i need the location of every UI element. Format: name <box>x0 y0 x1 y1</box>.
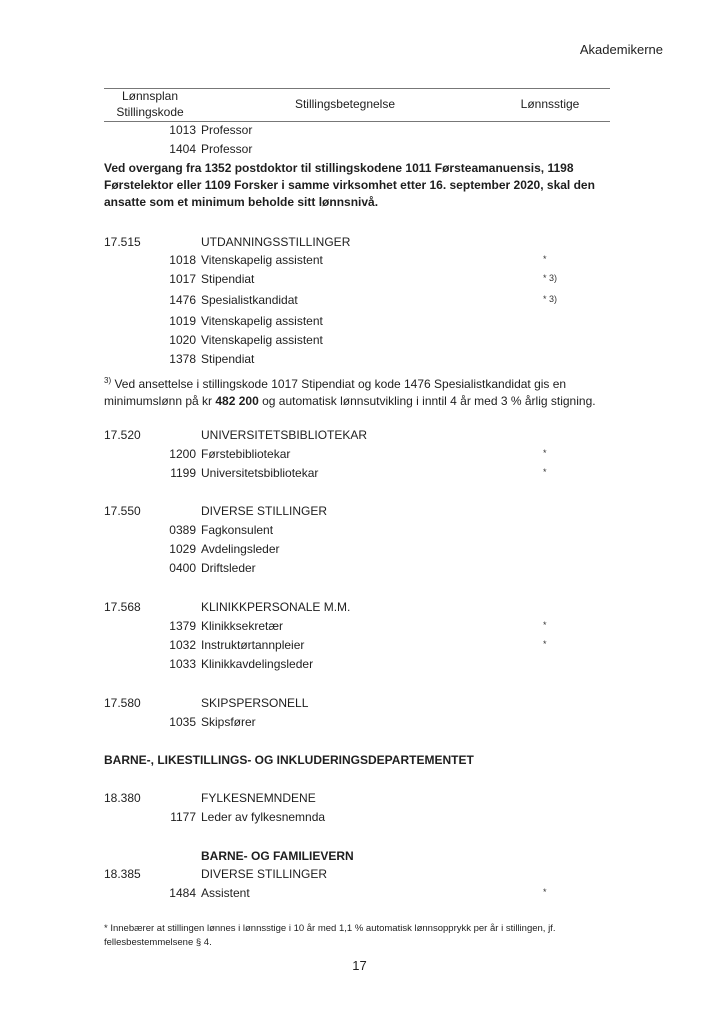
position-code: 0389 <box>169 523 196 537</box>
position-title: Stipendiat <box>201 272 255 286</box>
salary-plan-code: 18.380 <box>104 791 141 805</box>
salary-plan-code: 17.520 <box>104 428 141 442</box>
position-code: 1177 <box>170 810 196 824</box>
group-heading: FYLKESNEMNDENE <box>201 791 316 805</box>
group-heading: UNIVERSITETSBIBLIOTEKAR <box>201 428 368 442</box>
position-code: 1200 <box>169 447 196 461</box>
footnote-marker: 3) <box>104 376 112 385</box>
position-title: Fagkonsulent <box>201 523 274 537</box>
header-bottom-rule <box>104 121 610 122</box>
position-code: 1379 <box>169 619 196 633</box>
group-heading: SKIPSPERSONELL <box>201 696 309 710</box>
position-title: Vitenskapelig assistent <box>201 333 323 347</box>
position-code: 1013 <box>169 123 196 137</box>
salary-ladder-mark: * <box>543 448 547 458</box>
bottom-footnote: * Innebærer at stillingen lønnes i lønnsstige i 10 år med 1,1 % automatisk lønnsopprykk per år i stillingen, jf. fellesbestemmelsene § 4. <box>104 923 556 948</box>
position-title: Vitenskapelig assistent <box>201 253 323 267</box>
header-col-lonnsplan: Lønnsplan Stillingskode <box>116 89 184 119</box>
transition-note: Ved overgang fra 1352 postdoktor til stillingskodene 1011 Førsteamanuensis, 1198 Førstelektor eller 1109 Forsker i samme virksomhet etter 16. september 2020, skal den ansatte som et minimum beholde sitt lønnsnivå. <box>104 161 595 209</box>
position-code: 1033 <box>169 657 196 671</box>
salary-plan-code: 17.515 <box>104 235 141 249</box>
position-title: Stipendiat <box>201 352 255 366</box>
group-heading: DIVERSE STILLINGER <box>201 867 328 881</box>
position-title: Førstebibliotekar <box>201 447 291 461</box>
position-title: Klinikksekretær <box>201 619 284 633</box>
position-code: 1484 <box>169 886 196 900</box>
position-title: Klinikkavdelingsleder <box>201 657 314 671</box>
position-code: 0400 <box>169 561 196 575</box>
header-col-stillingsbetegnelse: Stillingsbetegnelse <box>294 97 396 111</box>
position-code: 1404 <box>169 142 196 156</box>
salary-ladder-mark: * <box>543 467 547 477</box>
header-col-lonnsstige: Lønnsstige <box>520 97 580 111</box>
footnote-3: $^{3)}$ Ved ansettelse i stillingskode 1017 Stipendiat og kode 1476 Spesialistkandidat gis en minimumslønn på kr 482 200 og automatisk lønnsutvikling i inntil 4 år med 3 % årlig stigning. <box>104 376 596 408</box>
position-code: 1017 <box>169 272 196 286</box>
position-title: Professor <box>201 142 253 156</box>
position-code: 1020 <box>169 333 196 347</box>
group-heading: KLINIKKPERSONALE M.M. <box>201 600 351 614</box>
group-heading: DIVERSE STILLINGER <box>201 504 328 518</box>
minimum-salary-amount: 482 200 <box>215 394 259 408</box>
group-heading: UTDANNINGSSTILLINGER <box>201 235 351 249</box>
page-number: 17 <box>352 958 367 973</box>
salary-ladder-mark: * <box>543 254 547 264</box>
position-code: 1018 <box>169 253 196 267</box>
position-code: 1032 <box>169 638 196 652</box>
salary-plan-code: 18.385 <box>104 867 141 881</box>
organization-label: Akademikerne <box>579 42 663 57</box>
position-title: Vitenskapelig assistent <box>201 314 323 328</box>
position-title: Assistent <box>201 886 250 900</box>
position-title: Professor <box>201 123 253 137</box>
position-title: Instruktørtannpleier <box>201 638 305 652</box>
salary-ladder-mark: * 3) <box>543 294 558 304</box>
salary-ladder-mark: * <box>543 887 547 897</box>
position-title: Skipsfører <box>201 715 256 729</box>
department-heading: BARNE-, LIKESTILLINGS- OG INKLUDERINGSDEPARTEMENTET <box>104 753 474 767</box>
position-code: 1019 <box>169 314 196 328</box>
position-title: Avdelingsleder <box>201 542 280 556</box>
salary-plan-code: 17.568 <box>104 600 141 614</box>
position-code: 1029 <box>169 542 196 556</box>
position-title: Spesialistkandidat <box>201 293 298 307</box>
salary-ladder-mark: * <box>543 620 547 630</box>
position-code: 1035 <box>169 715 196 729</box>
position-code: 1378 <box>169 352 196 366</box>
salary-ladder-mark: * <box>543 639 547 649</box>
position-title: Universitetsbibliotekar <box>201 466 319 480</box>
subheading: BARNE- OG FAMILIEVERN <box>201 849 354 863</box>
salary-ladder-mark: * 3) <box>543 273 558 283</box>
position-title: Leder av fylkesnemnda <box>201 810 326 824</box>
position-code: 1476 <box>169 293 196 307</box>
position-title: Driftsleder <box>201 561 256 575</box>
salary-plan-code: 17.550 <box>104 504 141 518</box>
salary-plan-code: 17.580 <box>104 696 141 710</box>
position-code: 1199 <box>170 466 196 480</box>
